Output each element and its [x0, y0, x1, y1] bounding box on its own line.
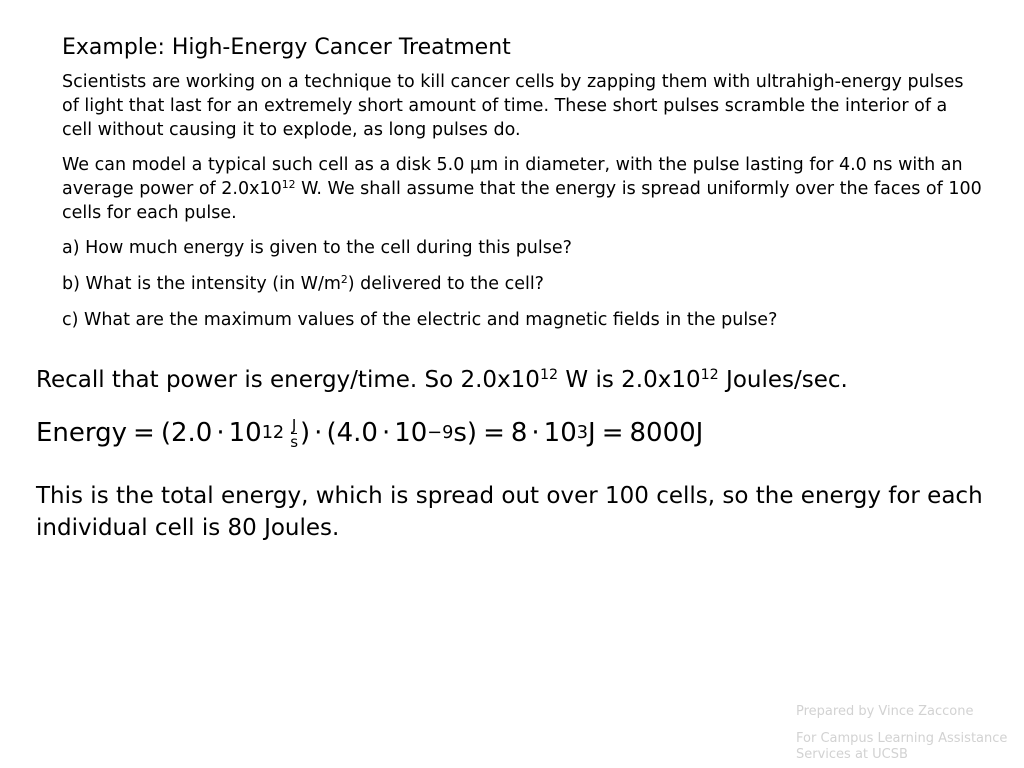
question-c: c) What are the maximum values of the electric and magnetic fields in the pulse? [62, 310, 778, 330]
recall-exponent-1: 12 [539, 367, 559, 384]
recall-exponent-2: 12 [700, 367, 719, 384]
question-a: a) How much energy is given to the cell during this pulse? [62, 238, 572, 258]
total-energy-statement: This is the total energy, which is spread out over 100 cells, so the energy for each individual cell is 80 Joules. [36, 483, 983, 541]
question-b-post: ) delivered to the cell? [347, 274, 544, 294]
result-1-unit: J [588, 418, 596, 448]
model-text-a: We can model a typical such cell as a disk 5.0 μm in diameter, with the pulse lasting for 4.0 ns with an average power of 2.0x10 [62, 155, 963, 199]
energy-equation: Energy = (2.0 · 10 12 $\frac{J}{s}$ ) · (4.0 · 10 −9 s) = 8 · 10 3 J = 8000J [36, 415, 704, 451]
credits [796, 704, 1024, 763]
question-b-pre: b) What is the intensity (in W/m [62, 274, 341, 294]
multiply-dot: · [531, 418, 540, 448]
result-1-base: 10 [543, 418, 577, 448]
problem-intro: Scientists are working on a technique to kill cancer cells by zapping them with ultrahigh-energy pulses of light that last for an extremely short amount of time. These short pulses scramble the interior of a cell without causing it to explode, as long pulses do. [62, 72, 964, 140]
factor-2-base: 10 [394, 418, 428, 448]
multiply-dot: · [216, 418, 225, 448]
recall-pre: Recall that power is energy/time. So 2.0x10 [36, 367, 540, 393]
model-text-b: W. We shall assume that the energy is spread uniformly over the faces of 100 cells for each pulse. [62, 179, 982, 223]
joules-per-second-fraction [290, 417, 298, 450]
recall-post: Joules/sec. [718, 367, 848, 393]
equals-sign: = [601, 418, 624, 448]
fraction-denominator: s [290, 432, 299, 451]
credit-organization: For Campus Learning Assistance Services at UCSB [796, 731, 1008, 762]
equation-lhs: Energy [36, 418, 128, 448]
equals-sign: = [133, 418, 155, 448]
factor-1-close: ) [300, 418, 311, 448]
solution [36, 364, 996, 567]
question-b-exponent: 2 [340, 273, 348, 287]
multiply-dot: · [314, 418, 323, 448]
credit-author: Prepared by Vince Zaccone [796, 704, 974, 719]
multiply-dot: · [381, 418, 391, 448]
problem-model [62, 153, 982, 225]
recall-mid: W is 2.0x10 [558, 367, 701, 393]
factor-1-open: (2.0 [160, 418, 213, 448]
page-title: Example: High-Energy Cancer Treatment [62, 35, 511, 60]
fraction-numerator: J [291, 415, 297, 434]
result-1-coefficient: 8 [510, 418, 528, 448]
factor-2-open: (4.0 [326, 418, 378, 448]
question-b [62, 272, 982, 296]
problem-statement [62, 34, 982, 344]
factor-1-base: 10 [228, 418, 262, 448]
factor-2-close: s) [453, 418, 478, 448]
result-2: 8000J [629, 418, 704, 448]
model-exponent: 12 [281, 178, 296, 192]
equals-sign: = [483, 418, 505, 448]
recall-statement [36, 364, 996, 396]
